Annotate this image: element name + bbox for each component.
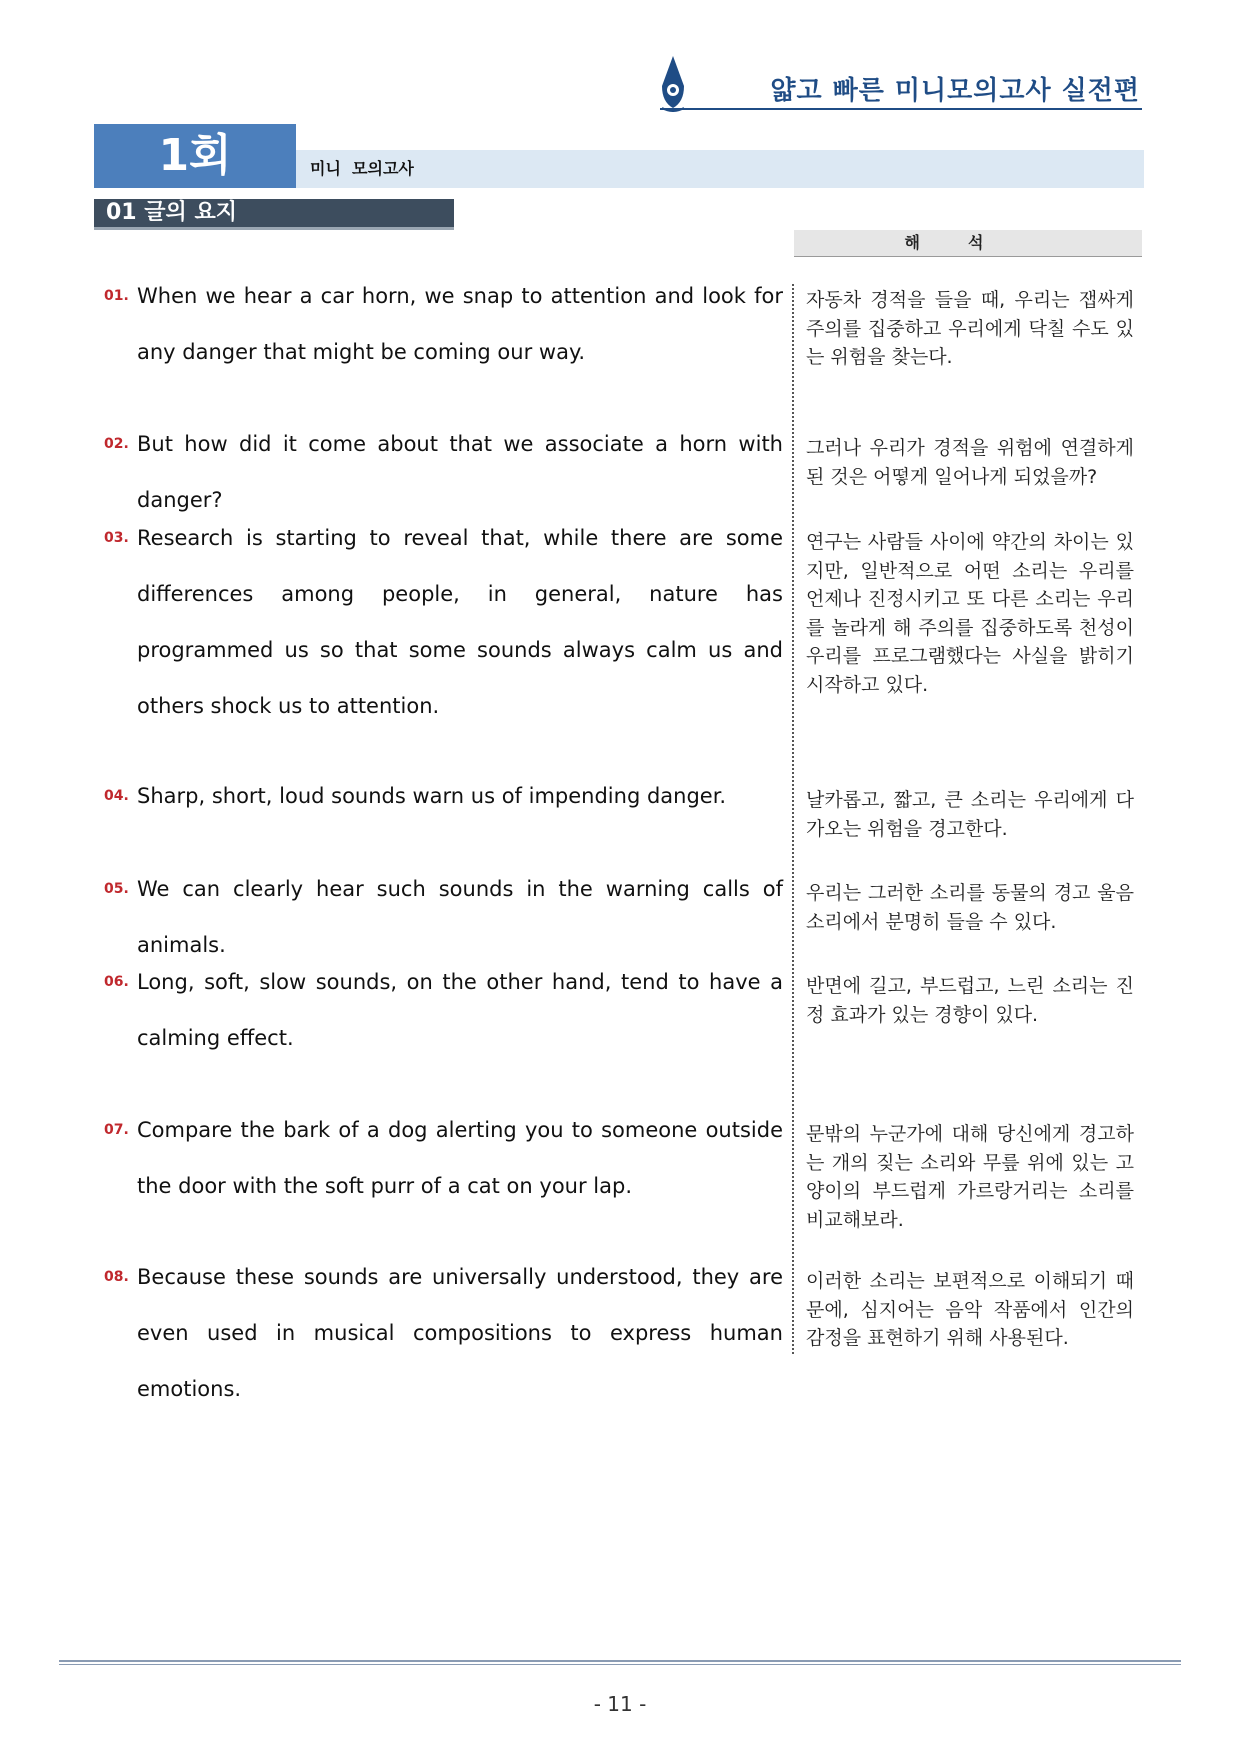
english-sentence: Because these sounds are universally understood, they are even used in musical compositions to express human emotions. xyxy=(137,1265,783,1401)
header-rule xyxy=(660,108,1142,110)
translation-column-header: 해석 xyxy=(794,230,1142,257)
korean-translation: 문밖의 누군가에 대해 당신에게 경고하는 개의 짖는 소리와 무릎 위에 있는 고양이의 부드럽게 가르랑거리는 소리를 비교해보라. xyxy=(806,1123,1134,1231)
footer-rule-thin xyxy=(59,1664,1181,1665)
english-sentence: Sharp, short, loud sounds warn us of impending danger. xyxy=(137,784,727,808)
english-sentence: When we hear a car horn, we snap to attention and look for any danger that might be coming our way. xyxy=(137,284,783,364)
section-title: 01 글의 요지 xyxy=(94,199,454,230)
sentence-number: 07. xyxy=(104,1122,129,1138)
fountain-pen-nib-icon xyxy=(660,56,686,112)
korean-translation: 자동차 경적을 들을 때, 우리는 잽싸게 주의를 집중하고 우리에게 닥칠 수도 있는 위험을 찾는다. xyxy=(806,289,1134,368)
korean-translation: 이러한 소리는 보편적으로 이해되기 때문에, 심지어는 음악 작품에서 인간의 감정을 표현하기 위해 사용된다. xyxy=(806,1270,1134,1349)
sentence-number: 08. xyxy=(104,1269,129,1285)
round-label: 1회 xyxy=(94,124,296,188)
sentence-number: 02. xyxy=(104,436,129,452)
korean-translation: 연구는 사람들 사이에 약간의 차이는 있지만, 일반적으로 어떤 소리는 우리를 언제나 진정시키고 또 다른 소리는 우리를 놀라게 해 주의를 집중하도록 천성이 우리를 프로그램했다는 사실을 밝히기 시작하고 있다. xyxy=(806,531,1134,696)
sentence-number: 04. xyxy=(104,788,129,804)
english-sentence: But how did it come about that we associate a horn with danger? xyxy=(137,432,783,512)
sentence-number: 01. xyxy=(104,288,129,304)
brand-title: 얇고 빠른 미니모의고사 실전편 xyxy=(770,76,1140,106)
korean-translation: 우리는 그러한 소리를 동물의 경고 울음소리에서 분명히 들을 수 있다. xyxy=(806,882,1134,933)
english-sentence: Research is starting to reveal that, while there are some differences among people, in general, nature has programmed us so that some sounds always calm us and others shock us to attention. xyxy=(137,526,783,718)
footer-rule xyxy=(59,1660,1181,1662)
sentence-number: 05. xyxy=(104,881,129,897)
page-number: - 11 - xyxy=(593,1692,647,1716)
korean-translation: 그러나 우리가 경적을 위험에 연결하게 된 것은 어떻게 일어나게 되었을까? xyxy=(806,437,1134,488)
korean-translation: 날카롭고, 짧고, 큰 소리는 우리에게 다가오는 위험을 경고한다. xyxy=(806,789,1134,840)
round-subtitle: 미니 모의고사 xyxy=(310,159,414,178)
sentence-number: 03. xyxy=(104,530,129,546)
english-sentence: Long, soft, slow sounds, on the other hand, tend to have a calming effect. xyxy=(137,970,783,1050)
sentence-number: 06. xyxy=(104,974,129,990)
column-divider xyxy=(792,284,794,1354)
round-subtitle-bar xyxy=(296,150,1144,188)
english-sentence: We can clearly hear such sounds in the warning calls of animals. xyxy=(137,877,783,957)
english-sentence: Compare the bark of a dog alerting you to someone outside the door with the soft purr of a cat on your lap. xyxy=(137,1118,783,1198)
korean-translation: 반면에 길고, 부드럽고, 느린 소리는 진정 효과가 있는 경향이 있다. xyxy=(806,975,1134,1026)
